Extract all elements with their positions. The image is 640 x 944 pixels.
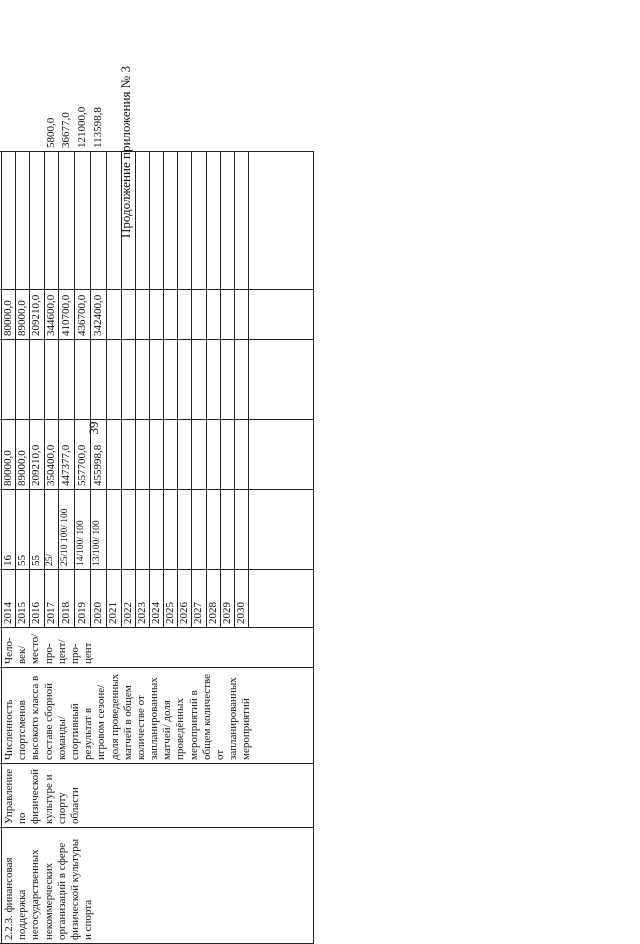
col8-cell: 410700,0 xyxy=(58,290,74,340)
col8-cell: 80000,0 xyxy=(2,290,16,340)
appendix-table-wrapper xyxy=(0,106,414,944)
total-cell: 350400,0 xyxy=(44,420,58,490)
year-cell: 2023 xyxy=(135,570,149,628)
year-cell: 2016 xyxy=(30,570,44,628)
total-cell: 455998,8 xyxy=(91,420,107,490)
col8-cell: 436700,0 xyxy=(74,290,90,340)
appendix-table xyxy=(0,106,314,944)
total-cell: 447377,0 xyxy=(58,420,74,490)
col7-cell xyxy=(30,340,44,420)
value-cell: 25/ xyxy=(44,490,58,570)
total-cell: 80000,0 xyxy=(2,420,16,490)
table-row: 2019 14/100/ 100 557700,0 436700,0 121000,0 xyxy=(74,152,90,944)
year-cell: 2015 xyxy=(16,570,30,628)
year-cell: 2028 xyxy=(206,570,220,628)
value-cell: 55 xyxy=(30,490,44,570)
table-row: 2018 25/10 100/ 100 447377,0 410700,0 36677,0 xyxy=(58,152,74,944)
value-cell: 55 xyxy=(16,490,30,570)
col8-cell: 344600,0 xyxy=(44,290,58,340)
value-cell: 16 xyxy=(2,490,16,570)
page-number: 39 xyxy=(86,421,101,435)
table-row: 2017 25/ 350400,0 344600,0 5800,0 xyxy=(44,152,58,944)
year-cell: 2020 xyxy=(91,570,107,628)
col9-cell xyxy=(30,152,44,290)
year-cell: 2022 xyxy=(121,570,135,628)
year-cell: 2014 xyxy=(2,570,16,628)
year-cell: 2018 xyxy=(58,570,74,628)
continuation-caption: Продолжение приложения № 3 xyxy=(118,66,133,238)
total-cell: 89000,0 xyxy=(16,420,30,490)
year-cell: 2021 xyxy=(107,570,121,628)
col8-cell: 89000,0 xyxy=(16,290,30,340)
col7-cell xyxy=(74,340,90,420)
col8-cell: 342400,0 xyxy=(91,290,107,340)
col9-cell xyxy=(44,152,58,290)
year-cell: 2017 xyxy=(44,570,58,628)
total-cell: 557700,0 xyxy=(74,420,90,490)
table-row xyxy=(2,152,16,944)
unit-cell: Чело-век/ место/ про-цент/ про-цент xyxy=(2,628,314,668)
year-cell: 2025 xyxy=(164,570,178,628)
col7-cell xyxy=(16,340,30,420)
executor-cell: Управление по физической культуре и спорту области xyxy=(2,764,314,828)
col7-cell xyxy=(44,340,58,420)
year-cell: 2019 xyxy=(74,570,90,628)
value-cell: 14/100/ 100 xyxy=(74,490,90,570)
col7-cell xyxy=(91,340,107,420)
col9-cell xyxy=(16,152,30,290)
col9-cell xyxy=(2,152,16,290)
col8-cell: 209210,0 xyxy=(30,290,44,340)
indicator-cell: Численность спортсменов высокого класса в составе сборной команды/ спортивный результат в игровом сезоне/ доля проведенных матчей в общем количестве от запланированных матчей/ доля проведённых мероприятий в общем количестве от запланированных мероприятий xyxy=(2,668,314,764)
year-cell: 2030 xyxy=(235,570,249,628)
col7-cell xyxy=(58,340,74,420)
table-row: 2020 13/100/ 100 455998,8 342400,0 113598,8 xyxy=(91,152,107,944)
value-cell: 13/100/ 100 xyxy=(91,490,107,570)
total-cell: 209210,0 xyxy=(30,420,44,490)
year-cell: 2026 xyxy=(178,570,192,628)
col9-cell xyxy=(58,152,74,290)
col7-cell xyxy=(2,340,16,420)
measure-cell: 2.2.3. финансовая поддержка негосударственных некоммерческих организаций в сфере физической культуры и спорта xyxy=(2,828,314,944)
year-cell: 2029 xyxy=(220,570,234,628)
year-cell: 2024 xyxy=(149,570,163,628)
year-cell: 2027 xyxy=(192,570,206,628)
col9-cell xyxy=(74,152,90,290)
col9-cell xyxy=(91,152,107,290)
value-cell: 25/10 100/ 100 xyxy=(58,490,74,570)
